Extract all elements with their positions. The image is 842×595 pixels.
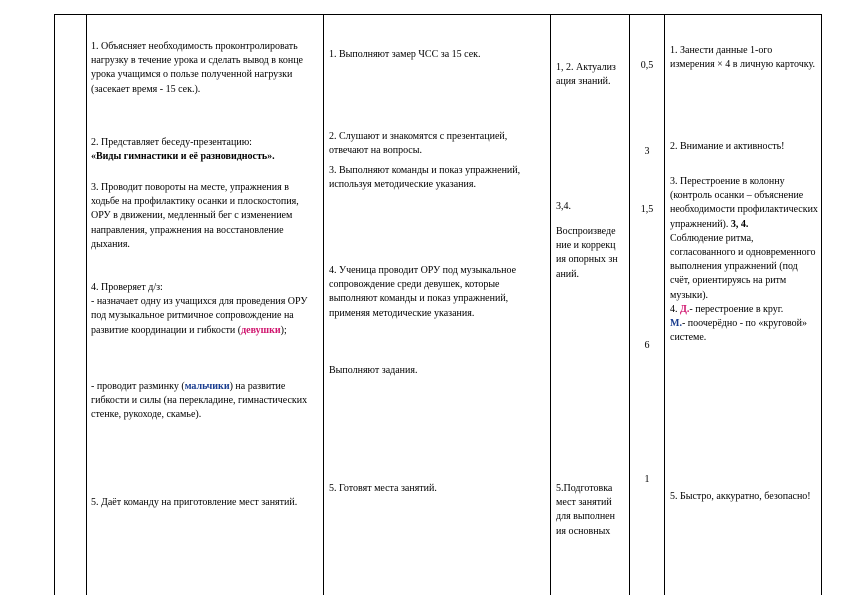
- girls-mark: Д.: [680, 303, 690, 315]
- stage-1: 1, 2. Актуализация знаний.: [556, 62, 616, 88]
- stage-2-label: 3,4.: [556, 201, 571, 212]
- time-value-1: 0,5: [640, 60, 654, 71]
- teacher-step-4a: - назначает одну из учащихся для проведения ОРУ под музыкальное ритмичное сопровождение на развитие координации и гибкости (девушки);: [91, 296, 308, 336]
- boys-mark: М.: [670, 318, 682, 330]
- note-5: 5. Быстро, аккуратно, безопасно!: [670, 491, 811, 502]
- time-value-2: 3: [644, 146, 650, 157]
- table-border-3: [323, 14, 324, 595]
- student-step-1: 1. Выполняют замер ЧСС за 15 сек.: [329, 49, 481, 60]
- note-2: 2. Внимание и активность!: [670, 141, 785, 152]
- table-border-4: [550, 14, 551, 595]
- time-value-5: 1: [644, 474, 650, 485]
- girls-highlight: девушки: [241, 324, 281, 336]
- note-3: 3. Перестроение в колонну (контроль осанки – объяснение необходимости профилактических упражнений). 3, 4. Соблюдение ритма, согласованного и одновременного выполнения упражнений (под счёт, ориентируясь на ритм музыки). 4. Д.- перестроение в круг. М.- поочерёдно - по «круговой» системе.: [670, 176, 818, 344]
- teacher-step-5: 5. Даёт команду на приготовление мест занятий.: [91, 497, 298, 508]
- table-border-6: [664, 14, 665, 595]
- time-value-4: 6: [644, 340, 650, 351]
- teacher-step-4: 4. Проверяет д/з: - назначает одну из учащихся для проведения ОРУ под музыкальное ритмичное сопровождение на развитие координации и гибкости (девушки);: [91, 281, 319, 338]
- stage-3: 5.Подготовка мест занятий для выполнения основных: [556, 483, 615, 537]
- boys-highlight: мальчики: [184, 381, 230, 392]
- note-1: 1. Занести данные 1-ого измерения × 4 в личную карточку.: [670, 45, 815, 71]
- student-step-4: 4. Ученица проводит ОРУ под музыкальное сопровождение среди девушек, которые выполняют команды и показ упражнений, применяя методические указания.: [329, 265, 517, 319]
- teacher-step-3: 3. Проводит повороты на месте, упражнения в ходьбе на профилактику осанки и плоскостопия, ОРУ в движении, медленный бег с изменением направления, упражнения на восстановление дыхания.: [91, 182, 299, 250]
- table-border-1: [54, 14, 55, 595]
- table-border-5: [629, 14, 630, 595]
- student-step-5: 5. Готовят места занятий.: [329, 483, 437, 494]
- teacher-step-2: 2. Представляет беседу-презентацию: «Виды гимнастики и её разновидность».: [91, 137, 275, 163]
- table-border-7: [821, 14, 822, 595]
- table-top-border: [54, 14, 821, 15]
- table-border-2: [86, 14, 87, 595]
- teacher-step-4b: - проводит разминку (мальчики) на развитие гибкости и силы (на перекладине, гимнастических стенке, рукоходе, скамье).: [91, 381, 308, 421]
- stage-2: Воспроизведение и коррекция опорных знаний.: [556, 226, 618, 280]
- student-step-2: 2. Слушают и знакомятся с презентацией, отвечают на вопросы.: [329, 131, 508, 157]
- teacher-step-1: 1. Объясняет необходимость проконтролировать нагрузку в течение урока и сделать вывод в конце урока учащимся о пользе полученной нагрузки (засекает время - 15 сек.).: [91, 41, 303, 95]
- student-step-3: 3. Выполняют команды и показ упражнений, используя методические указания.: [329, 165, 521, 191]
- time-value-3: 1,5: [640, 204, 654, 215]
- student-step-4-extra: Выполняют задания.: [329, 365, 418, 376]
